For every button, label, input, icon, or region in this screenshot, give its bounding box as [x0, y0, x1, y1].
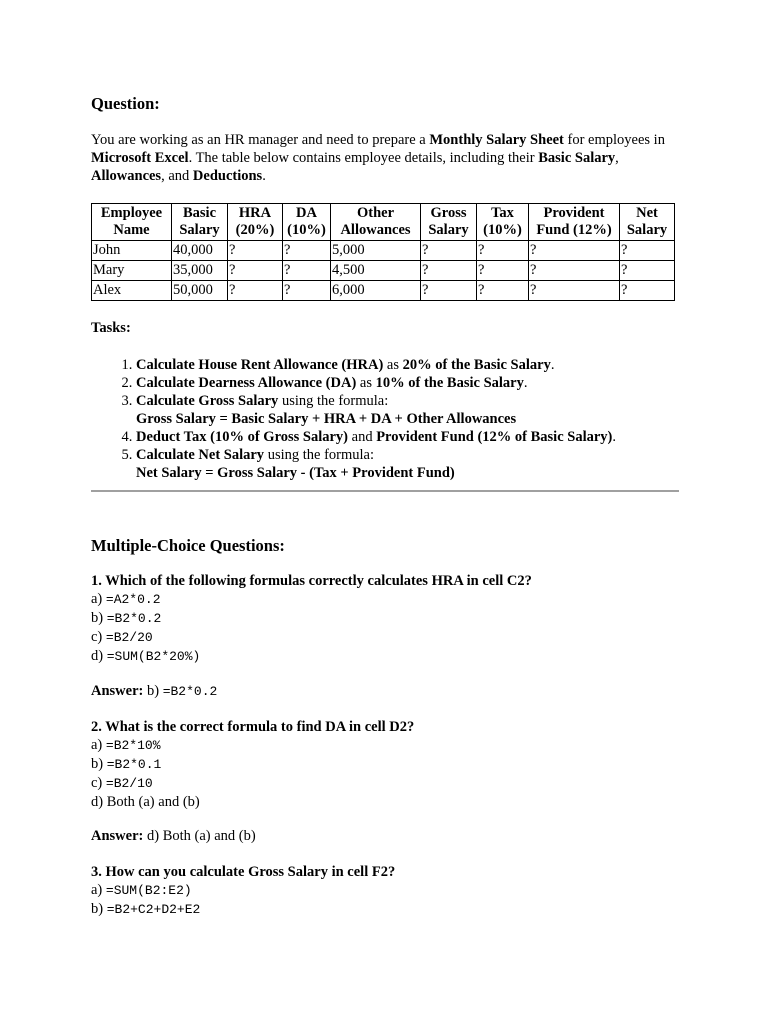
option-prefix: b) — [91, 756, 107, 772]
option-code: =A2*0.2 — [105, 592, 161, 607]
column-header-text: Other — [356, 205, 395, 221]
task-text: . — [612, 429, 616, 445]
question-heading: Question: — [91, 94, 160, 113]
table-cell: ? — [477, 281, 529, 301]
column-header-text: Fund (12%) — [536, 222, 612, 238]
intro-bold: Basic Salary — [538, 150, 616, 166]
task-bold: Deduct Tax (10% of Gross Salary) — [136, 429, 349, 445]
table-row — [92, 261, 675, 281]
task-text: as — [383, 357, 403, 373]
answer-prefix: d) — [143, 828, 163, 844]
option-item — [91, 881, 679, 900]
table-cell: 6,000 — [331, 281, 421, 301]
mcq-heading: Multiple-Choice Questions: — [91, 536, 285, 555]
table-header-row — [92, 204, 675, 241]
table-cell: ? — [620, 281, 675, 301]
task-bold: Gross Salary = Basic Salary + HRA + DA + Other Allowances — [136, 411, 517, 427]
intro-text: , and — [161, 168, 193, 184]
option-text: Both (a) and (b) — [106, 794, 200, 810]
table-cell: ? — [620, 241, 675, 261]
mcq-question-1 — [91, 572, 679, 666]
mcq-question-2 — [91, 718, 679, 812]
column-header — [620, 204, 675, 241]
task-bold: Calculate Dearness Allowance (DA) — [136, 375, 357, 391]
option-item — [91, 590, 679, 609]
task-list — [91, 356, 696, 482]
answer-code: =B2*0.2 — [162, 684, 218, 699]
option-prefix: c) — [91, 775, 106, 791]
option-item — [91, 755, 679, 774]
answer-prefix: b) — [143, 683, 163, 699]
column-header-text: Salary — [179, 222, 220, 238]
option-prefix: c) — [91, 629, 106, 645]
answer-label: Answer: — [91, 828, 144, 844]
intro-paragraph — [91, 131, 679, 185]
column-header-text: (10%) — [483, 222, 522, 238]
option-code: =B2+C2+D2+E2 — [106, 902, 201, 917]
column-header-text: Name — [113, 222, 150, 238]
table-cell: Mary — [92, 261, 172, 281]
column-header-text: Salary — [626, 222, 668, 238]
option-prefix: a) — [91, 591, 106, 607]
table-cell: ? — [228, 241, 283, 261]
tasks-heading: Tasks: — [91, 320, 131, 336]
task-bold: Calculate Gross Salary — [136, 393, 279, 409]
task-text: . — [523, 375, 528, 391]
option-prefix: b) — [91, 901, 107, 917]
mcq-answer-1 — [91, 682, 217, 701]
option-code: =SUM(B2*20%) — [106, 649, 201, 664]
option-code: =B2/10 — [105, 776, 153, 791]
column-header-text: Provident — [543, 205, 605, 221]
mcq-question-3 — [91, 863, 679, 919]
option-prefix: d) — [91, 648, 107, 664]
answer-label: Answer: — [91, 683, 144, 699]
task-item — [136, 392, 696, 428]
table-cell: ? — [421, 281, 477, 301]
table-cell: John — [92, 241, 172, 261]
table-cell: ? — [477, 261, 529, 281]
intro-bold: Microsoft Excel — [91, 150, 189, 166]
table-cell: ? — [529, 241, 620, 261]
task-bold: Provident Fund (12% of Basic Salary) — [376, 429, 613, 445]
table-cell: 40,000 — [172, 241, 228, 261]
intro-text: . — [262, 168, 266, 184]
option-prefix: d) — [91, 794, 107, 810]
table-cell: ? — [283, 261, 331, 281]
task-item — [136, 428, 696, 446]
option-code: =B2/20 — [105, 630, 153, 645]
option-code: =SUM(B2:E2) — [105, 883, 192, 898]
option-item — [91, 900, 679, 919]
option-item — [91, 736, 679, 755]
task-bold: Calculate House Rent Allowance (HRA) — [136, 357, 384, 373]
column-header-text: Net — [636, 205, 658, 221]
column-header-text: DA — [296, 205, 317, 221]
option-code: =B2*0.1 — [106, 757, 162, 772]
table-cell: ? — [283, 241, 331, 261]
table-cell: ? — [529, 281, 620, 301]
question-text: 1. Which of the following formulas correctly calculates HRA in cell C2? — [91, 573, 532, 589]
table-cell: ? — [620, 261, 675, 281]
task-item — [136, 374, 696, 392]
task-item — [136, 446, 696, 482]
column-header-text: Salary — [428, 222, 469, 238]
section-divider — [91, 490, 679, 492]
intro-bold: Allowances — [91, 168, 162, 184]
column-header-text: (20%) — [235, 222, 275, 238]
column-header — [421, 204, 477, 241]
table-row — [92, 281, 675, 301]
table-cell: ? — [421, 261, 477, 281]
column-header — [228, 204, 283, 241]
column-header-text: Basic — [182, 205, 217, 221]
task-text: and — [348, 429, 377, 445]
question-text: 3. How can you calculate Gross Salary in cell F2? — [91, 864, 396, 880]
intro-text: You are working as an HR manager and need to prepare a — [91, 132, 430, 148]
table-cell: ? — [477, 241, 529, 261]
table-cell: 35,000 — [172, 261, 228, 281]
task-bold: Calculate Net Salary — [136, 447, 265, 463]
task-item — [136, 356, 696, 374]
task-bold: 10% of the Basic Salary — [375, 375, 524, 391]
option-code: =B2*10% — [105, 738, 161, 753]
task-bold: Net Salary = Gross Salary - (Tax + Provident Fund) — [136, 465, 455, 481]
column-header — [283, 204, 331, 241]
intro-text: , — [615, 150, 619, 166]
task-text: . — [550, 357, 555, 373]
intro-text: for employees in — [563, 132, 665, 148]
intro-bold: Deductions — [192, 168, 263, 184]
table-cell: 50,000 — [172, 281, 228, 301]
task-text: using the formula: — [264, 447, 375, 463]
question-text: 2. What is the correct formula to find DA in cell D2? — [91, 719, 415, 735]
column-header-text: (10%) — [287, 222, 326, 238]
table-cell: ? — [529, 261, 620, 281]
intro-text: . The table below contains employee details, including their — [188, 150, 539, 166]
column-header-text: Tax — [491, 205, 514, 221]
table-cell: 4,500 — [331, 261, 421, 281]
table-cell: 5,000 — [331, 241, 421, 261]
column-header — [529, 204, 620, 241]
task-bold: 20% of the Basic Salary — [402, 357, 551, 373]
table-cell: Alex — [92, 281, 172, 301]
option-prefix: b) — [91, 610, 107, 626]
option-prefix: a) — [91, 737, 106, 753]
column-header — [172, 204, 228, 241]
salary-table — [91, 203, 675, 301]
column-header-text: Employee — [100, 205, 163, 221]
option-item — [91, 647, 679, 666]
option-code: =B2*0.2 — [106, 611, 162, 626]
option-item — [91, 774, 679, 793]
column-header-text: Gross — [430, 205, 467, 221]
mcq-answer-2 — [91, 827, 256, 846]
table-cell: ? — [283, 281, 331, 301]
table-cell: ? — [228, 261, 283, 281]
column-header — [331, 204, 421, 241]
answer-text: Both (a) and (b) — [162, 828, 256, 844]
option-prefix: a) — [91, 882, 106, 898]
intro-bold: Monthly Salary Sheet — [429, 132, 564, 148]
table-row — [92, 241, 675, 261]
task-text: as — [356, 375, 376, 391]
column-header — [477, 204, 529, 241]
column-header-text: HRA — [238, 205, 272, 221]
column-header-text: Allowances — [340, 222, 411, 238]
option-item — [91, 609, 679, 628]
option-item — [91, 793, 679, 812]
option-item — [91, 628, 679, 647]
table-cell: ? — [228, 281, 283, 301]
table-cell: ? — [421, 241, 477, 261]
column-header — [92, 204, 172, 241]
task-text: using the formula: — [278, 393, 389, 409]
